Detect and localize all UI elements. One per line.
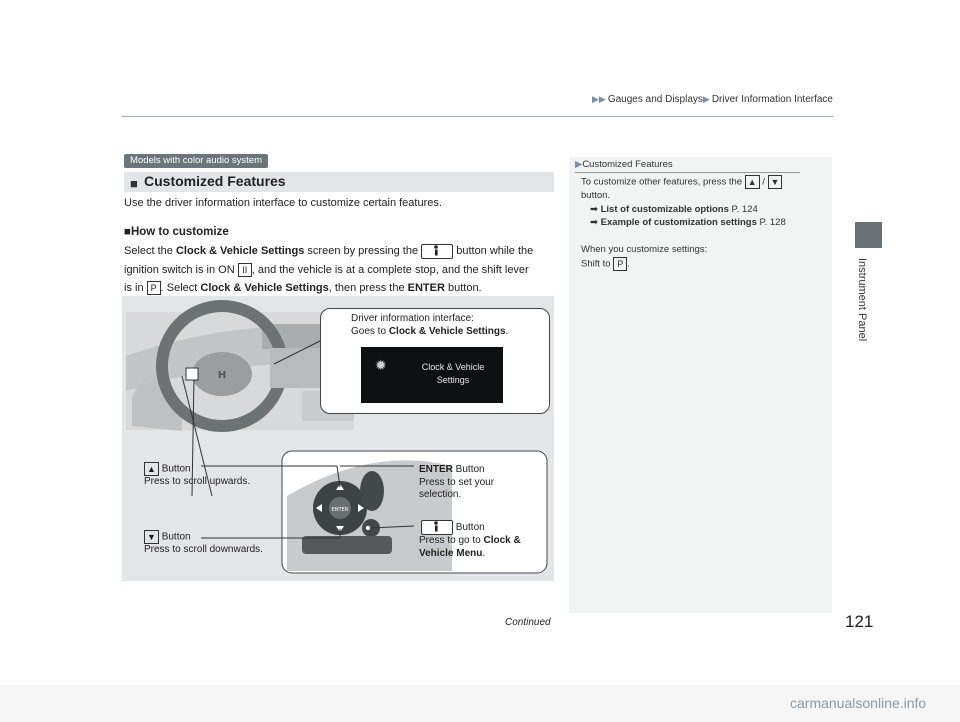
enter-button-label: ENTER Button Press to set your selection. <box>419 464 495 500</box>
link-arrow-icon: ➡ <box>590 203 598 215</box>
page-number: 121 <box>845 612 874 631</box>
sidebar-heading: ▶Customized Features <box>575 159 673 170</box>
menu-button-icon <box>421 244 453 259</box>
up-arrow-icon: ▲ <box>144 462 159 476</box>
section-square-icon: ■ <box>130 176 138 191</box>
menu-button-icon <box>421 520 453 535</box>
note-icon: ▶ <box>575 159 583 170</box>
breadcrumb <box>0 94 833 105</box>
figure-panel <box>122 296 554 581</box>
intro-text: Use the driver information interface to customize certain features. <box>124 197 442 209</box>
park-key-icon: P <box>613 257 627 271</box>
dii-screen-text: Clock & Vehicle Settings <box>421 362 485 385</box>
link-customization-examples[interactable]: Example of customization settings <box>600 217 757 229</box>
svg-text:H: H <box>217 370 227 381</box>
breadcrumb-arrow-icon: ▶▶ <box>592 94 606 104</box>
svg-text:ENTER: ENTER <box>331 507 349 513</box>
section-title: Customized Features <box>144 173 286 189</box>
chapter-label: Instrument Panel <box>856 258 868 342</box>
down-arrow-icon: ▼ <box>768 175 783 189</box>
sidebar-divider <box>575 172 800 173</box>
header-rule <box>122 116 833 117</box>
section-header <box>124 172 554 192</box>
menu-button-label: Button Press to go to Clock & Vehicle Menu. <box>419 520 521 560</box>
link-arrow-icon: ➡ <box>590 217 598 229</box>
park-key-icon: P <box>147 281 161 295</box>
dii-screen <box>361 347 503 403</box>
up-button-label: ▲ Button Press to scroll upwards. <box>144 463 251 488</box>
subhead-square-icon: ■ <box>124 226 131 238</box>
dii-callout <box>320 308 550 414</box>
link-customizable-options[interactable]: List of customizable options <box>600 203 729 215</box>
ignition-key-icon: II <box>238 263 252 277</box>
instructions-paragraph: Select the Clock & Vehicle Settings screen by pressing the button while the ignition switch is in ON II , and the vehicle is at a complete stop, and the shift lever is in P . Select Clock & Vehicle Settings, then press the ENTER button. <box>124 245 534 294</box>
chapter-tab <box>855 222 882 248</box>
breadcrumb-driver-info[interactable]: Driver Information Interface <box>711 94 833 105</box>
model-badge: Models with color audio system <box>124 154 268 168</box>
breadcrumb-separator-icon: ▶ <box>702 94 710 104</box>
breadcrumb-gauges[interactable]: Gauges and Displays <box>607 94 703 105</box>
dii-label: Driver information interface: Goes to Clock & Vehicle Settings. <box>351 313 509 337</box>
subheading: ■How to customize <box>124 226 229 238</box>
up-arrow-icon: ▲ <box>745 175 760 189</box>
watermark-text: carmanualsonline.info <box>790 695 927 711</box>
down-arrow-icon: ▼ <box>144 530 159 544</box>
sidebar-body: To customize other features, press the ▲ / ▼ button. ➡ List of customizable options P. 124 ➡ Example of customization settings P. 128 When you customize settings: Shift to P . <box>581 176 786 270</box>
settings-gear-icon: ✹ <box>375 357 387 373</box>
down-button-label: ▼ Button Press to scroll downwards. <box>144 531 263 556</box>
continued-label: Continued <box>505 617 551 628</box>
